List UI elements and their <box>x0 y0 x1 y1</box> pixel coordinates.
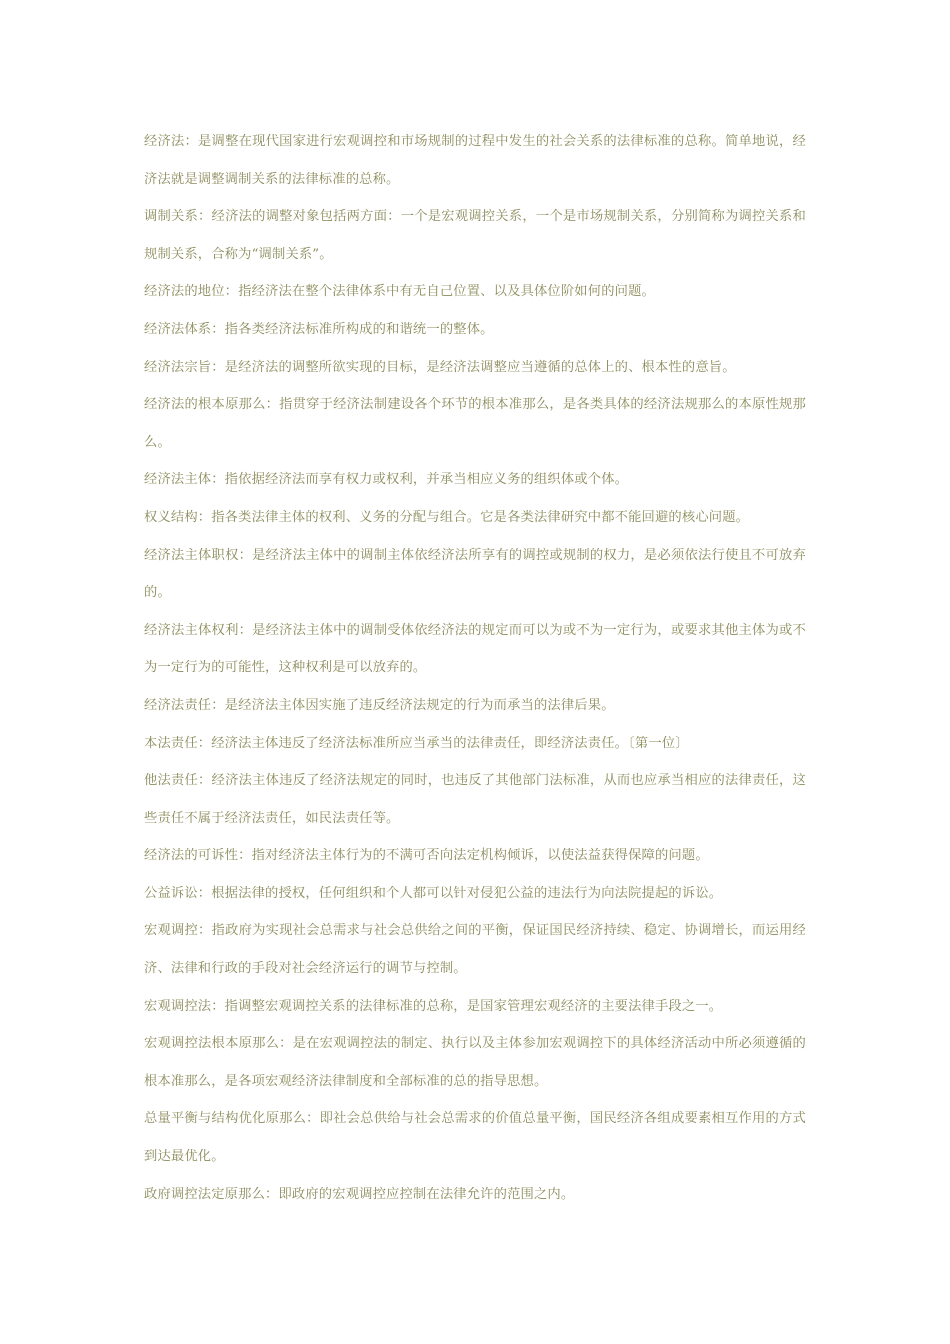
paragraph-macro-control-law: 宏观调控法：指调整宏观调控关系的法律标准的总称，是国家管理宏观经济的主要法律手段之一。 <box>144 998 723 1014</box>
paragraph-other-law-liability: 他法责任：经济法主体违反了经济法规定的同时，也违反了其他部门法标准，从而也应承当相应的法律责任，这些责任不属于经济法责任，如民法责任等。 <box>144 773 806 826</box>
paragraph-basic-principles: 经济法的根本原那么：指贯穿于经济法制建设各个环节的根本准那么，是各类具体的经济法规那么的本原性规那么。 <box>144 397 806 450</box>
paragraph-purpose: 经济法宗旨：是经济法的调整所欲实现的目标，是经济法调整应当遵循的总体上的、根本性的意旨。 <box>144 359 736 375</box>
paragraph-status: 经济法的地位：指经济法在整个法律体系中有无自己位置、以及具体位阶如何的问题。 <box>144 284 655 300</box>
paragraph-public-interest-litigation: 公益诉讼：根据法律的授权，任何组织和个人都可以针对侵犯公益的违法行为向法院提起的诉讼。 <box>144 885 723 901</box>
paragraph-liability: 经济法责任：是经济法主体因实施了违反经济法规定的行为而承当的法律后果。 <box>144 697 615 713</box>
paragraph-macro-control: 宏观调控：指政府为实现社会总需求与社会总供给之间的平衡，保证国民经济持续、稳定、协调增长，而运用经济、法律和行政的手段对社会经济运行的调节与控制。 <box>144 923 806 977</box>
paragraph-subjects: 经济法主体：指依据经济法而享有权力或权利，并承当相应义务的组织体或个体。 <box>144 472 629 488</box>
paragraph-justiciability: 经济法的可诉性：指对经济法主体行为的不满可否向法定机构倾诉，以使法益获得保障的问题。 <box>144 848 709 864</box>
paragraph-own-law-liability: 本法责任：经济法主体违反了经济法标准所应当承当的法律责任，即经济法责任。〔第一位〕 <box>144 735 689 751</box>
paragraph-system: 经济法体系：指各类经济法标准所构成的和谐统一的整体。 <box>144 321 494 337</box>
paragraph-balance-optimization: 总量平衡与结构优化原那么：即社会总供给与社会总需求的价值总量平衡，国民经济各组成要素相互作用的方式到达最优化。 <box>144 1111 806 1165</box>
paragraph-rights-obligations: 权义结构：指各类法律主体的权利、义务的分配与组合。它是各类法律研究中都不能回避的核心问题。 <box>144 509 750 525</box>
paragraph-economic-law: 经济法：是调整在现代国家进行宏观调控和市场规制的过程中发生的社会关系的法律标准的总称。简单地说，经济法就是调整调制关系的法律标准的总称。 <box>144 134 806 187</box>
paragraph-legal-control: 政府调控法定原那么：即政府的宏观调控应控制在法律允许的范围之内。 <box>144 1186 575 1202</box>
paragraph-regulation-relations: 调制关系：经济法的调整对象包括两方面：一个是宏观调控关系，一个是市场规制关系，分别简称为调控关系和规制关系，合称为“调制关系”。 <box>144 209 806 262</box>
paragraph-subject-rights: 经济法主体权利：是经济法主体中的调制受体依经济法的规定而可以为或不为一定行为，或要求其他主体为或不为一定行为的可能性，这种权利是可以放弃的。 <box>144 622 806 676</box>
paragraph-subject-powers: 经济法主体职权：是经济法主体中的调制主体依经济法所享有的调控或规制的权力，是必须依法行使且不可放弃的。 <box>144 547 806 601</box>
paragraph-macro-control-principles: 宏观调控法根本原那么：是在宏观调控法的制定、执行以及主体参加宏观调控下的具体经济活动中所必须遵循的根本准那么，是各项宏观经济法律制度和全部标准的总的指导思想。 <box>144 1036 806 1089</box>
document-body <box>144 123 806 1213</box>
